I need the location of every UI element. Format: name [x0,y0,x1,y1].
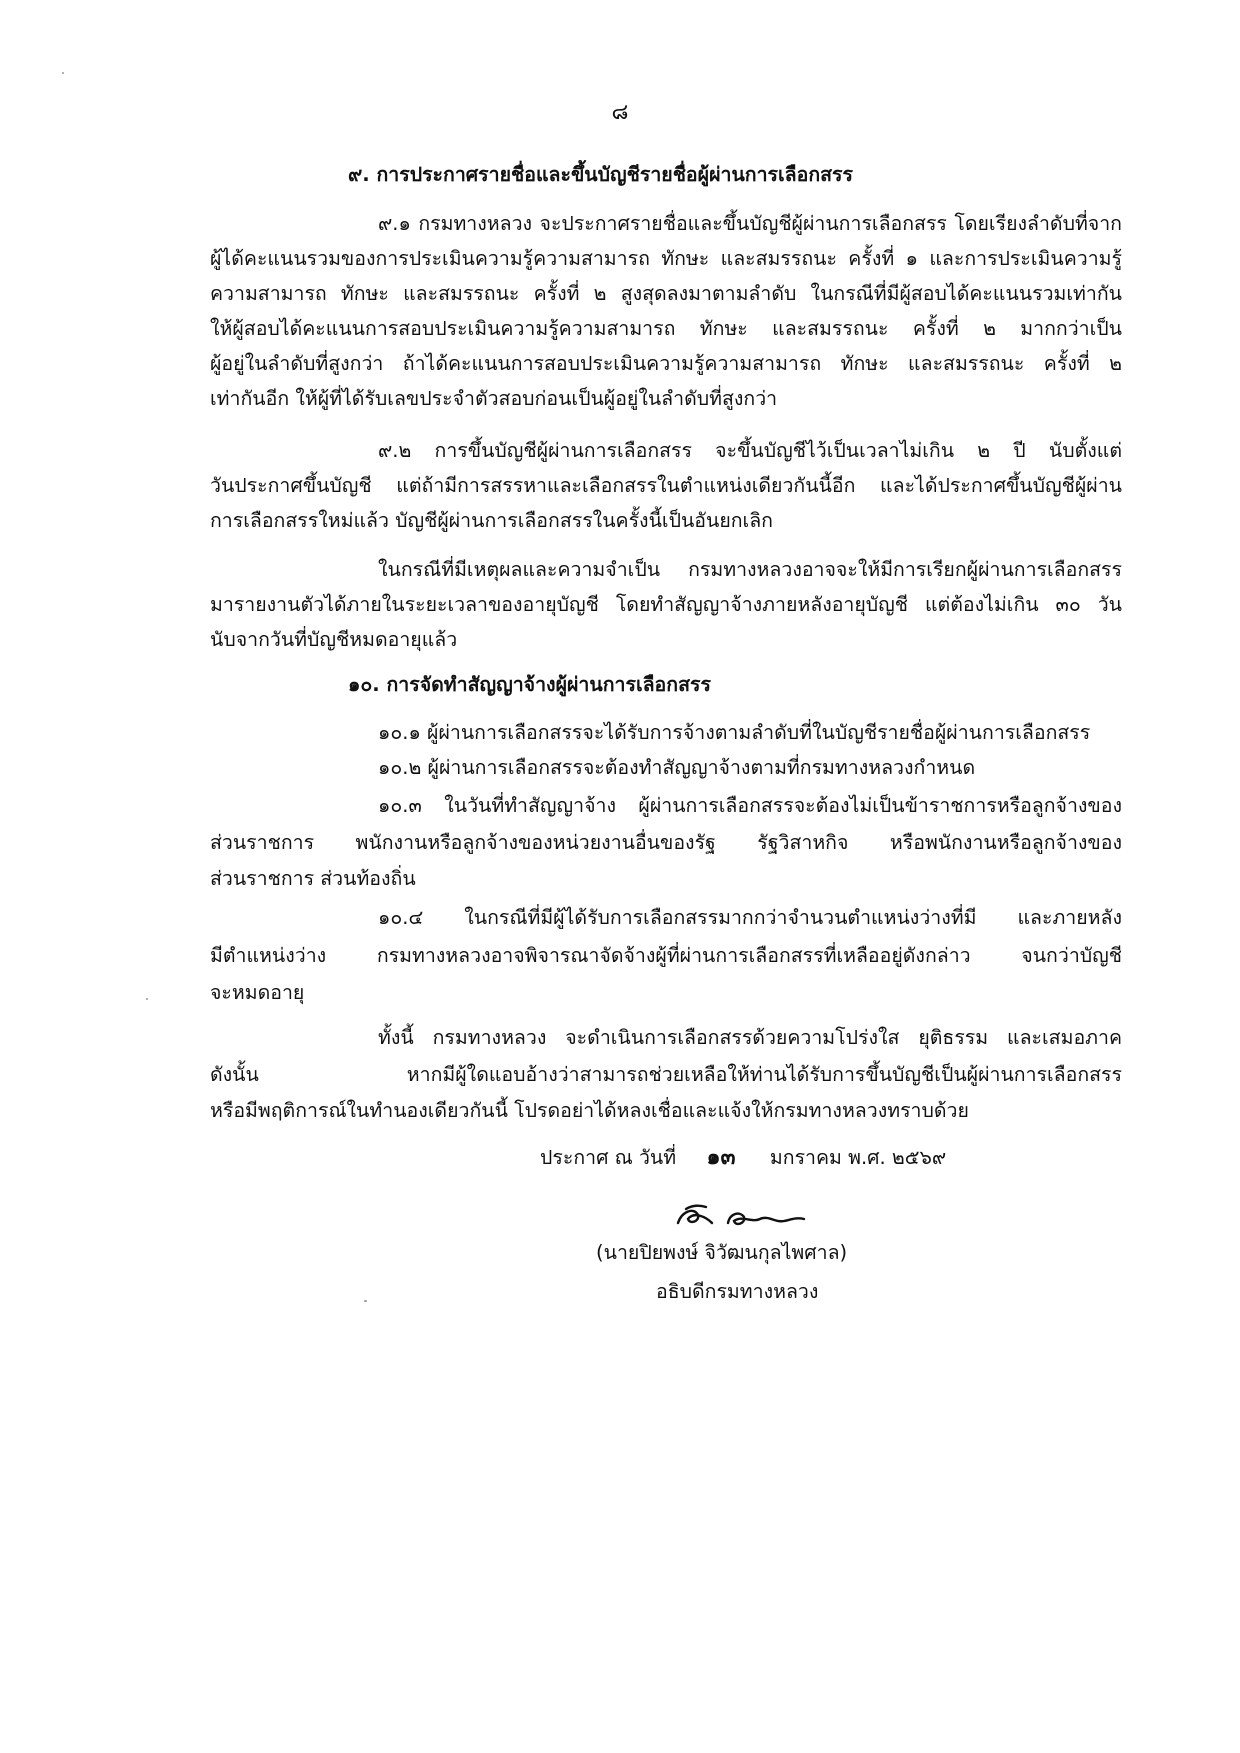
paragraph-line: ๑๐.๔ ในกรณีที่มีผู้ได้รับการเลือกสรรมากกว่าจำนวนตำแหน่งว่างที่มี และภายหลัง [378,906,1122,929]
paragraph-line: ๙.๑ กรมทางหลวง จะประกาศรายชื่อและขึ้นบัญชีผู้ผ่านการเลือกสรร โดยเรียงลำดับที่จาก [378,212,1122,235]
signer-title: อธิบดีกรมทางหลวง [656,1280,819,1303]
section-10-heading: ๑๐. การจัดทำสัญญาจ้างผู้ผ่านการเลือกสรร [348,673,711,696]
signature-icon [672,1193,822,1237]
paragraph-line: ในกรณีที่มีเหตุผลและความจำเป็น กรมทางหลวงอาจจะให้มีการเรียกผู้ผ่านการเลือกสรร [378,558,1122,581]
paragraph-line: ความสามารถ ทักษะ และสมรรถนะ ครั้งที่ ๒ สูงสุดลงมาตามลำดับ ในกรณีที่มีผู้สอบได้คะแนนรวมเท่ากัน [210,282,1122,305]
paragraph-line: ๙.๒ การขึ้นบัญชีผู้ผ่านการเลือกสรร จะขึ้นบัญชีไว้เป็นเวลาไม่เกิน ๒ ปี นับตั้งแต่ [378,439,1122,462]
announcement-day: ๑๓ [706,1145,736,1170]
paragraph-line: การเลือกสรรใหม่แล้ว บัญชีผู้ผ่านการเลือกสรรในครั้งนี้เป็นอันยกเลิก [210,509,773,532]
signer-name: (นายปิยพงษ์ จิวัฒนกุลไพศาล) [596,1241,848,1264]
scan-speck [364,1300,367,1302]
paragraph-line: ผู้อยู่ในลำดับที่สูงกว่า ถ้าได้คะแนนการสอบประเมินความรู้ความสามารถ ทักษะ และสมรรถนะ ครั้งที่ ๒ [210,352,1122,375]
announcement-month-year: มกราคม พ.ศ. ๒๕๖๙ [769,1146,947,1169]
announcement-date [540,1141,946,1175]
paragraph-line: มารายงานตัวได้ภายในระยะเวลาของอายุบัญชี โดยทำสัญญาจ้างภายหลังอายุบัญชี แต่ต้องไม่เกิน ๓๐ วัน [210,593,1122,616]
scan-speck [62,72,64,74]
paragraph-line: เท่ากันอีก ให้ผู้ที่ได้รับเลขประจำตัวสอบก่อนเป็นผู้อยู่ในลำดับที่สูงกว่า [210,387,778,410]
announcement-prefix: ประกาศ ณ วันที่ [540,1146,677,1169]
paragraph-line: หรือมีพฤติการณ์ในทำนองเดียวกันนี้ โปรดอย่าได้หลงเชื่อและแจ้งให้กรมทางหลวงทราบด้วย [210,1099,969,1122]
paragraph-line: ผู้ได้คะแนนรวมของการประเมินความรู้ความสามารถ ทักษะ และสมรรถนะ ครั้งที่ ๑ และการประเมินความรู้ [210,247,1122,270]
paragraph-line: ๑๐.๓ ในวันที่ทำสัญญาจ้าง ผู้ผ่านการเลือกสรรจะต้องไม่เป็นข้าราชการหรือลูกจ้างของ [378,794,1122,817]
paragraph-10-1: ๑๐.๑ ผู้ผ่านการเลือกสรรจะได้รับการจ้างตามลำดับที่ในบัญชีรายชื่อผู้ผ่านการเลือกสรร [378,721,1091,744]
paragraph-line: ส่วนราชการ พนักงานหรือลูกจ้างของหน่วยงานอื่นของรัฐ รัฐวิสาหกิจ หรือพนักงานหรือลูกจ้างของ [210,831,1122,854]
paragraph-line: ส่วนราชการ ส่วนท้องถิ่น [210,867,416,890]
paragraph-line: วันประกาศขึ้นบัญชี แต่ถ้ามีการสรรหาและเลือกสรรในตำแหน่งเดียวกันนี้อีก และได้ประกาศขึ้นบัญชีผู้ผ่าน [210,474,1122,497]
paragraph-line: จะหมดอายุ [210,981,305,1004]
paragraph-line: ดังนั้น หากมีผู้ใดแอบอ้างว่าสามารถช่วยเหลือให้ท่านได้รับการขึ้นบัญชีเป็นผู้ผ่านการเลือกสรร [210,1063,1122,1086]
section-9-heading: ๙. การประกาศรายชื่อและขึ้นบัญชีรายชื่อผู้ผ่านการเลือกสรร [348,163,853,186]
paragraph-line: ให้ผู้สอบได้คะแนนการสอบประเมินความรู้ความสามารถ ทักษะ และสมรรถนะ ครั้งที่ ๒ มากกว่าเป็น [210,317,1122,340]
paragraph-line: ทั้งนี้ กรมทางหลวง จะดำเนินการเลือกสรรด้วยความโปร่งใส ยุติธรรม และเสมอภาค [378,1026,1122,1049]
paragraph-10-2: ๑๐.๒ ผู้ผ่านการเลือกสรรจะต้องทำสัญญาจ้างตามที่กรมทางหลวงกำหนด [378,756,976,779]
paragraph-line: มีตำแหน่งว่าง กรมทางหลวงอาจพิจารณาจัดจ้างผู้ที่ผ่านการเลือกสรรที่เหลืออยู่ดังกล่าว จนกว่าบัญชี [210,944,1122,967]
page-number: ๘ [611,100,629,125]
scan-speck [146,998,148,1000]
paragraph-line: นับจากวันที่บัญชีหมดอายุแล้ว [210,628,458,651]
